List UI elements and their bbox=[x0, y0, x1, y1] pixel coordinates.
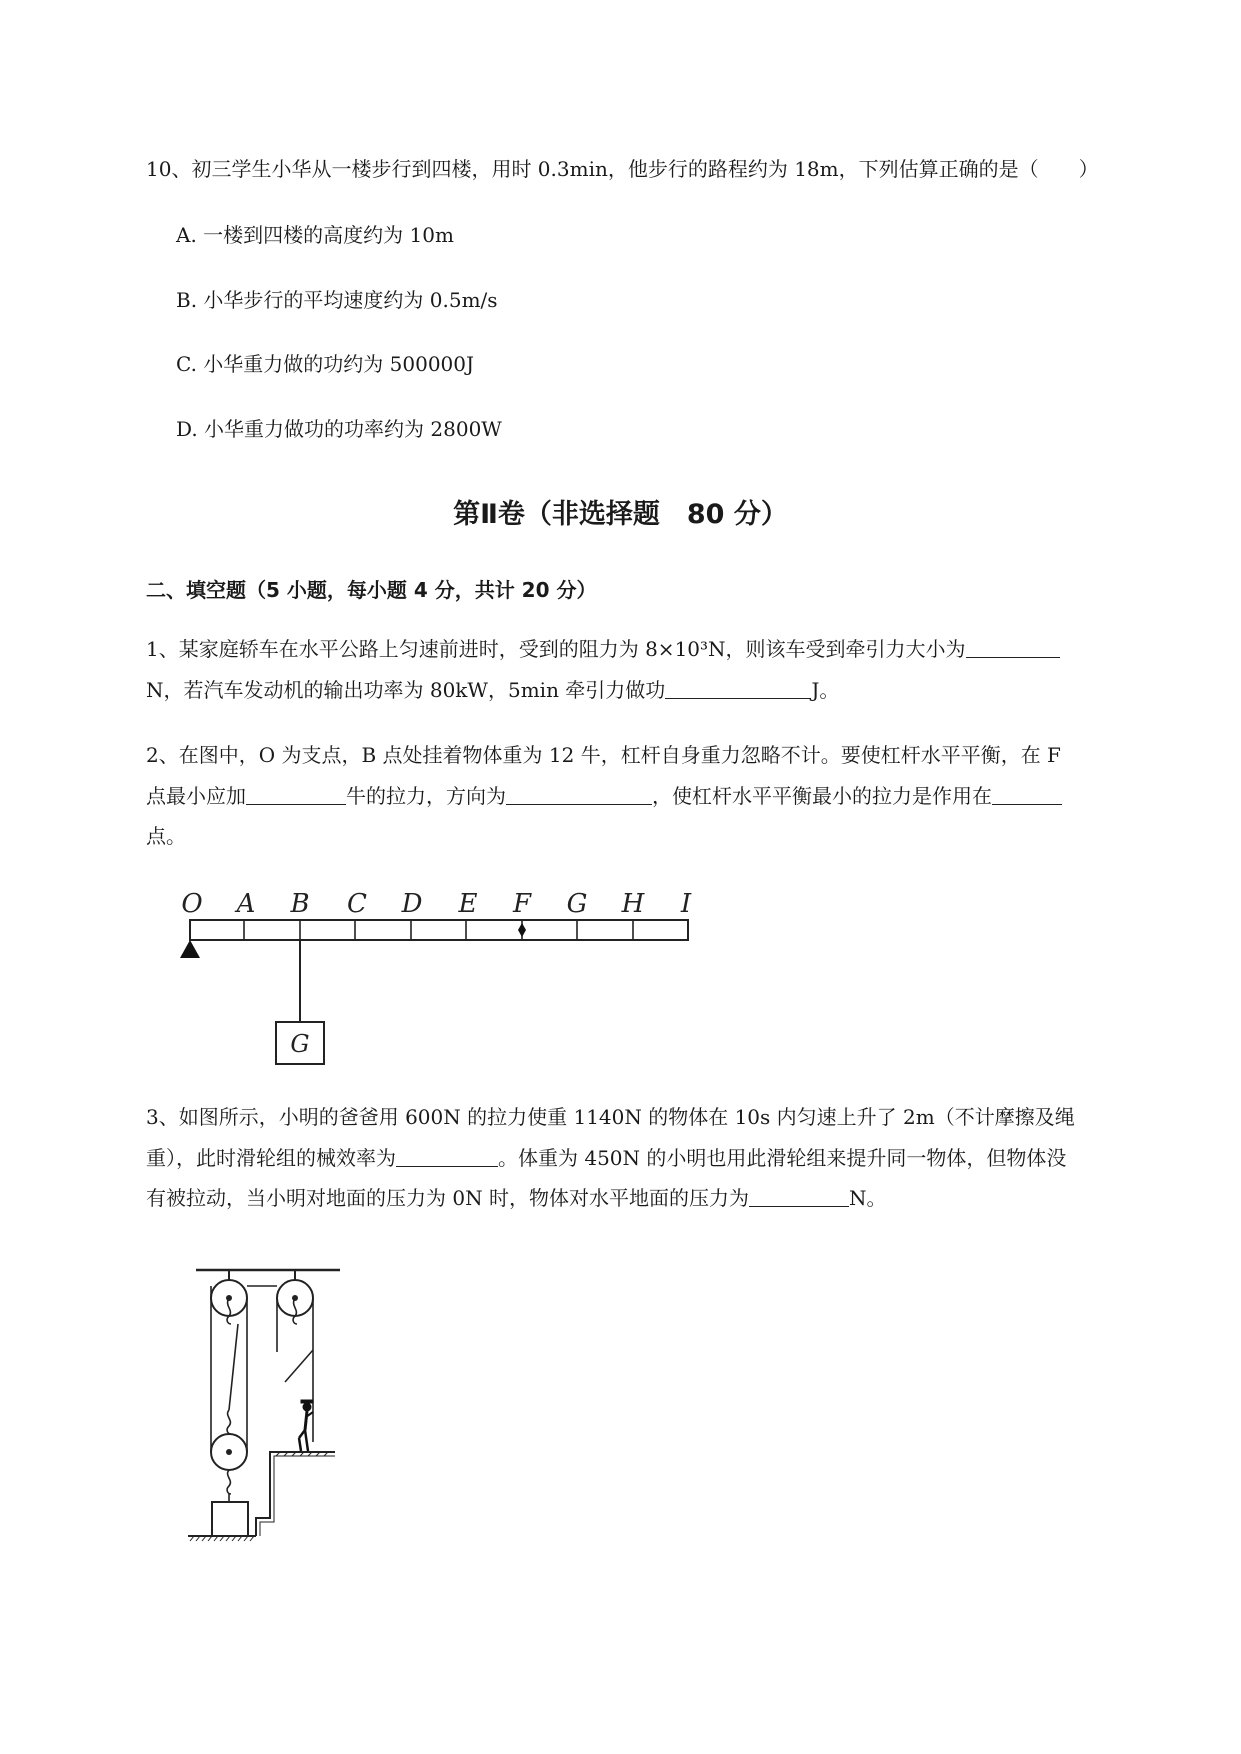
q2-text-2a: 点最小应加 bbox=[146, 784, 246, 808]
lever-label-g: G bbox=[566, 889, 588, 919]
q2-line3: 点。 bbox=[146, 824, 186, 848]
lever-bar bbox=[190, 920, 688, 940]
person-figure bbox=[299, 1400, 313, 1451]
q2-text-2c: ，使杠杆水平平衡最小的拉力是作用在 bbox=[652, 784, 992, 808]
part-heading: 二、填空题（5 小题，每小题 4 分，共计 20 分） bbox=[146, 578, 597, 602]
lever-labels bbox=[181, 889, 692, 919]
weight-label: G bbox=[290, 1030, 310, 1058]
q3-blank-pressure[interactable] bbox=[749, 1186, 849, 1207]
fixed-pulley-left bbox=[211, 1270, 247, 1324]
lever-label-i: I bbox=[680, 889, 692, 919]
q10-stem: 10、初三学生小华从一楼步行到四楼，用时 0.3min，他步行的路程约为 18m，下列估算正确的是（ ） bbox=[146, 157, 1099, 181]
fulcrum-triangle bbox=[180, 940, 200, 958]
raised-platform bbox=[256, 1452, 335, 1536]
q3-line2 bbox=[146, 1145, 1066, 1171]
lever-label-a: A bbox=[236, 889, 256, 919]
q3-line3 bbox=[146, 1185, 886, 1211]
q3-text-2b: 。体重为 450N 的小明也用此滑轮组来提升同一物体，但物体没 bbox=[498, 1146, 1067, 1170]
q3-text-3a: 有被拉动，当小明对地面的压力为 0N 时，物体对水平地面的压力为 bbox=[146, 1186, 749, 1210]
q10-option-c[interactable]: C. 小华重力做的功约为 500000J bbox=[176, 352, 475, 376]
q2-blank-force[interactable] bbox=[246, 784, 346, 805]
pulley-diagram bbox=[180, 1262, 360, 1562]
q1-line1 bbox=[146, 636, 1060, 662]
section-title: 第Ⅱ卷（非选择题 80 分） bbox=[453, 499, 788, 530]
lever-label-e: E bbox=[458, 889, 478, 919]
q1-line2 bbox=[146, 677, 839, 703]
lever-label-h: H bbox=[621, 889, 645, 919]
q3-blank-efficiency[interactable] bbox=[396, 1146, 498, 1167]
q3-line1: 3、如图所示，小明的爸爸用 600N 的拉力使重 1140N 的物体在 10s 内匀速上升了 2m（不计摩擦及绳 bbox=[146, 1105, 1075, 1129]
q3-text-3b: N。 bbox=[848, 1186, 887, 1210]
q2-line2 bbox=[146, 783, 1062, 809]
q1-text-2b: J。 bbox=[811, 678, 840, 702]
q10-option-d[interactable]: D. 小华重力做功的功率约为 2800W bbox=[176, 417, 502, 441]
load-block bbox=[212, 1502, 248, 1536]
q2-line1: 2、在图中，O 为支点，B 点处挂着物体重为 12 牛，杠杆自身重力忽略不计。要使杠杆水平平衡，在 F bbox=[146, 743, 1061, 767]
q1-blank-force[interactable] bbox=[966, 637, 1060, 658]
fixed-pulley-right bbox=[277, 1270, 313, 1324]
lever-diagram bbox=[170, 882, 700, 1072]
point-f-marker bbox=[518, 923, 526, 937]
q2-blank-point[interactable] bbox=[992, 784, 1062, 805]
lever-label-o: O bbox=[181, 889, 203, 919]
lever-label-b: B bbox=[290, 889, 310, 919]
q10-option-b[interactable]: B. 小华步行的平均速度约为 0.5m/s bbox=[176, 288, 498, 312]
q1-text: 1、某家庭轿车在水平公路上匀速前进时，受到的阻力为 8×10³N，则该车受到牵引力大小为 bbox=[146, 637, 966, 661]
lever-label-d: D bbox=[401, 889, 423, 919]
q2-blank-direction[interactable] bbox=[506, 784, 652, 805]
q1-blank-work[interactable] bbox=[665, 678, 811, 699]
q10-option-a[interactable]: A. 一楼到四楼的高度约为 10m bbox=[176, 223, 454, 247]
lever-label-f: F bbox=[512, 889, 532, 919]
ground bbox=[188, 1536, 256, 1541]
q1-text-2a: N，若汽车发动机的输出功率为 80kW，5min 牵引力做功 bbox=[146, 678, 666, 702]
movable-pulley bbox=[211, 1410, 247, 1494]
lever-label-c: C bbox=[347, 889, 367, 919]
q2-text-2b: 牛的拉力，方向为 bbox=[346, 784, 506, 808]
q3-text-2a: 重），此时滑轮组的械效率为 bbox=[146, 1146, 396, 1170]
